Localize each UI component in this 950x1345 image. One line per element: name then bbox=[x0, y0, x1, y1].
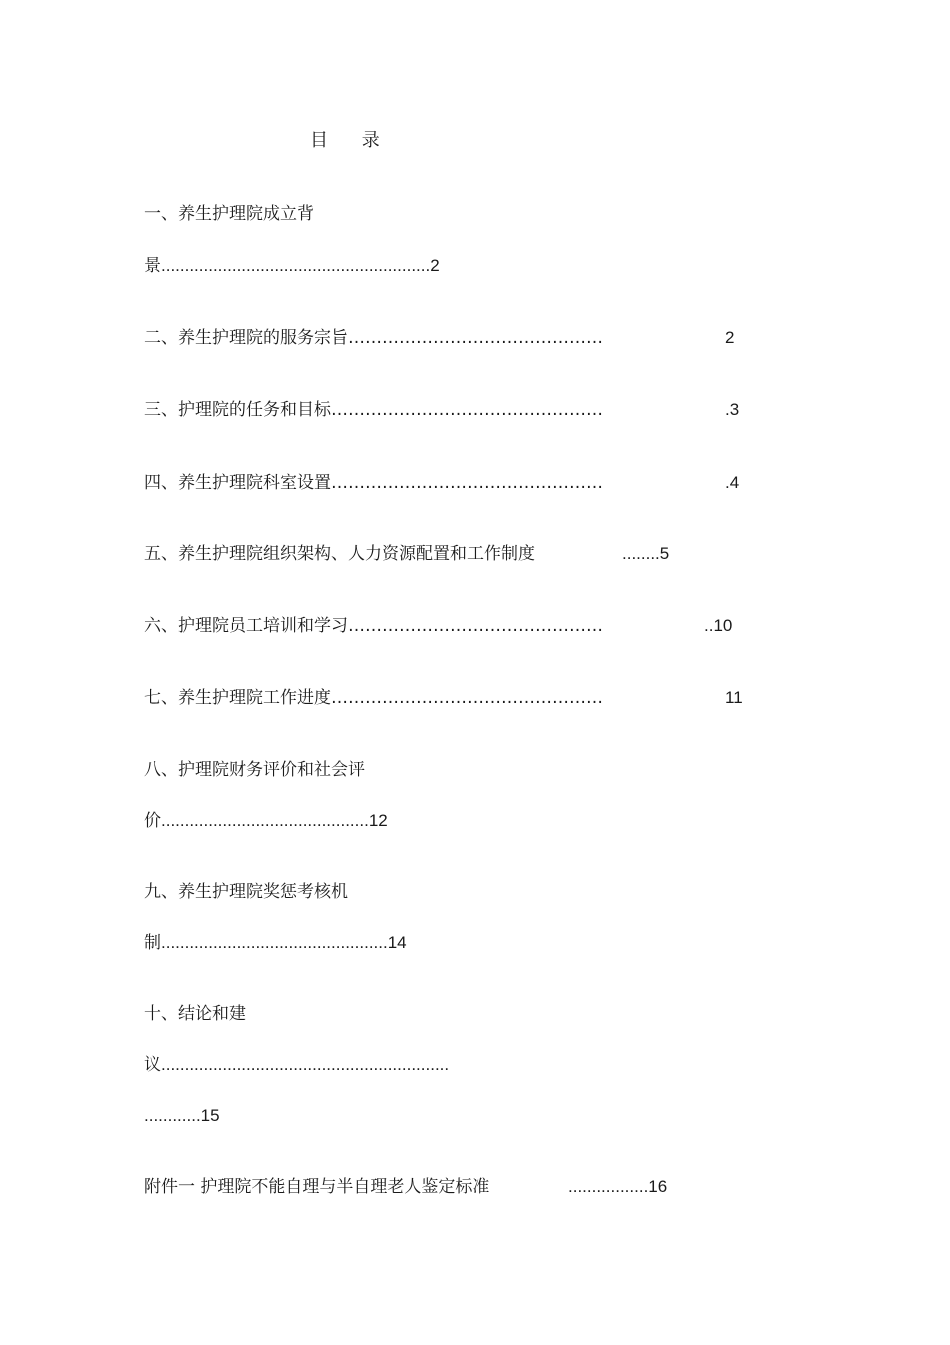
toc-title: 目 录 bbox=[310, 130, 394, 151]
toc-entry-2: 二、养生护理院的服务宗旨……………………………………… bbox=[144, 328, 603, 348]
toc-entry-10-line2: 议............................................................. bbox=[144, 1055, 450, 1074]
toc-entry-1-line1: 一、养生护理院成立背 bbox=[144, 204, 314, 224]
toc-entry-6: 六、护理院员工培训和学习……………………………………… bbox=[144, 616, 603, 636]
toc-entry-3-page: .3 bbox=[725, 400, 740, 419]
toc-entry-8-line2: 价............................................12 bbox=[144, 811, 388, 830]
toc-entry-5: 五、养生护理院组织架构、人力资源配置和工作制度 bbox=[144, 544, 535, 564]
toc-entry-10-line1: 十、结论和建 bbox=[144, 1004, 246, 1024]
toc-entry-5-page: ........5 bbox=[622, 544, 670, 563]
toc-entry-6-page: ..10 bbox=[704, 616, 733, 635]
toc-entry-9-line2: 制................................................14 bbox=[144, 933, 407, 952]
toc-entry-4-page: .4 bbox=[725, 473, 740, 492]
toc-appendix-1: 附件一 护理院不能自理与半自理老人鉴定标准 bbox=[144, 1177, 490, 1197]
toc-entry-10-line3: ............15 bbox=[144, 1106, 220, 1125]
toc-entry-7-page: 11 bbox=[725, 688, 743, 707]
toc-appendix-1-page: .................16 bbox=[568, 1177, 668, 1196]
toc-entry-7: 七、养生护理院工作进度………………………………………… bbox=[144, 688, 603, 708]
toc-entry-9-line1: 九、养生护理院奖惩考核机 bbox=[144, 882, 348, 902]
toc-entry-2-page: 2 bbox=[725, 328, 735, 347]
toc-entry-1-line2: 景.........................................................2 bbox=[144, 256, 440, 275]
toc-entry-4: 四、养生护理院科室设置………………………………………… bbox=[144, 473, 603, 493]
toc-entry-8-line1: 八、护理院财务评价和社会评 bbox=[144, 760, 365, 780]
toc-entry-3: 三、护理院的任务和目标………………………………………… bbox=[144, 400, 603, 420]
